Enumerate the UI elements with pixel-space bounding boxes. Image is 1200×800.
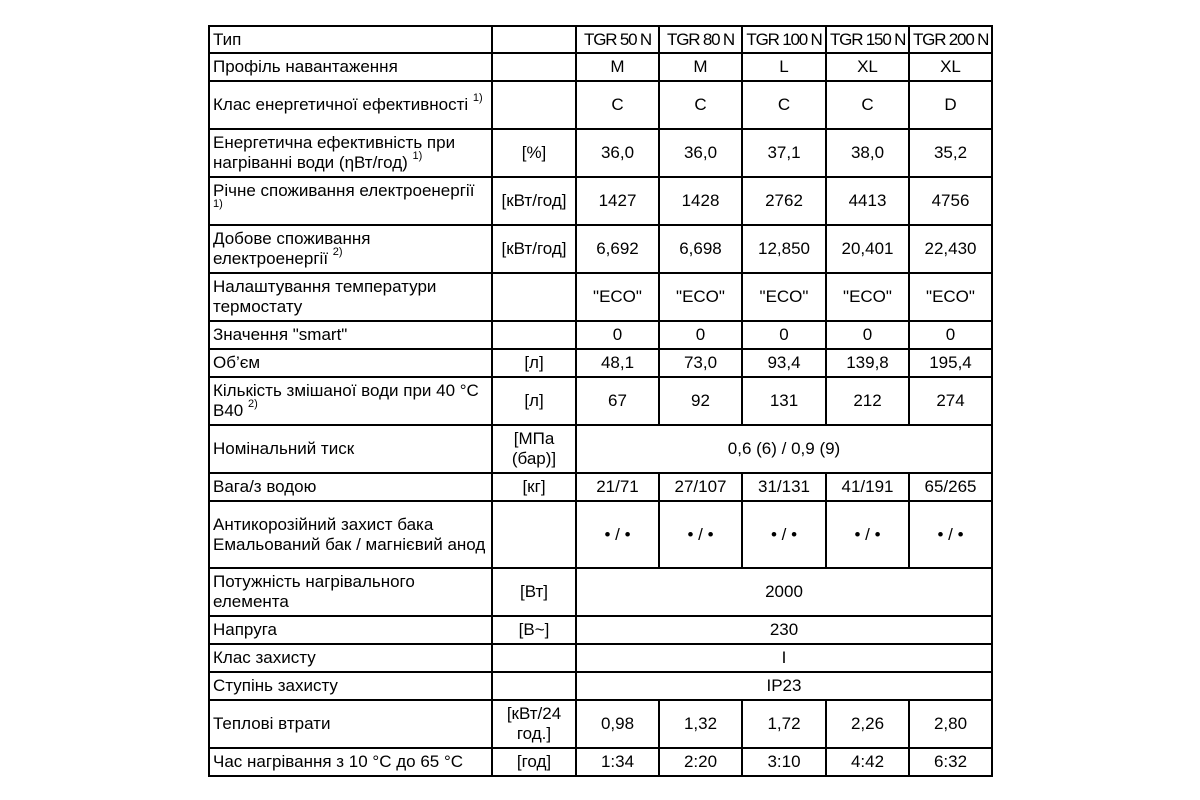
row-value: L xyxy=(742,53,826,81)
row-label xyxy=(209,349,492,377)
row-value: 0 xyxy=(826,321,909,349)
model-header: TGR 150 N xyxy=(826,26,909,53)
row-value: • / • xyxy=(909,501,992,568)
row-value: 2,80 xyxy=(909,700,992,748)
row-value: 73,0 xyxy=(659,349,742,377)
row-value: 21/71 xyxy=(576,473,659,501)
row-value: C xyxy=(742,81,826,129)
row-value: • / • xyxy=(742,501,826,568)
row-value: 38,0 xyxy=(826,129,909,177)
row-value: "ECO" xyxy=(909,273,992,321)
row-label-text: Антикорозійний захист бака Емальований бак / магнієвий анод xyxy=(213,514,486,554)
row-value: • / • xyxy=(826,501,909,568)
row-label xyxy=(209,672,492,700)
row-label xyxy=(209,377,492,425)
row-value: 1428 xyxy=(659,177,742,225)
model-header: TGR 200 N xyxy=(909,26,992,53)
table-row xyxy=(209,748,992,776)
row-value: 1,72 xyxy=(742,700,826,748)
row-label-text: Профіль навантаження xyxy=(213,57,398,76)
row-label-text: Добове споживання електроенергії xyxy=(213,229,371,268)
row-value-merged: 2000 xyxy=(576,568,992,616)
footnote-marker: 1) xyxy=(472,92,483,105)
row-value: 0 xyxy=(659,321,742,349)
row-value: • / • xyxy=(659,501,742,568)
table-row xyxy=(209,53,992,81)
row-value: 2762 xyxy=(742,177,826,225)
row-unit: [кВт/год] xyxy=(492,225,576,273)
row-label-text: Енергетична ефективність при нагріванні води (ηВт/год) xyxy=(213,133,456,172)
table-row xyxy=(209,501,992,568)
row-label xyxy=(209,273,492,321)
row-label xyxy=(209,225,492,273)
table-row xyxy=(209,225,992,273)
row-value: 35,2 xyxy=(909,129,992,177)
row-value: 37,1 xyxy=(742,129,826,177)
row-label-text: Ступінь захисту xyxy=(213,676,338,695)
row-label-text: Клас енергетичної ефективності xyxy=(213,95,469,114)
row-label xyxy=(209,748,492,776)
table-row xyxy=(209,425,992,473)
row-value: C xyxy=(826,81,909,129)
row-label-text: Значення "smart" xyxy=(213,325,348,344)
table-row xyxy=(209,644,992,672)
row-value: 41/191 xyxy=(826,473,909,501)
row-value: 212 xyxy=(826,377,909,425)
footnote-marker: 2) xyxy=(332,246,343,259)
row-value: "ECO" xyxy=(576,273,659,321)
spec-table xyxy=(208,25,993,777)
row-value: 1:34 xyxy=(576,748,659,776)
row-value: 93,4 xyxy=(742,349,826,377)
row-label-text: Потужність нагрівального елемента xyxy=(213,572,415,611)
row-value: M xyxy=(659,53,742,81)
row-value: 4:42 xyxy=(826,748,909,776)
row-label xyxy=(209,700,492,748)
table-row xyxy=(209,672,992,700)
row-label xyxy=(209,501,492,568)
row-unit xyxy=(492,644,576,672)
row-value: "ECO" xyxy=(826,273,909,321)
row-unit: [кВт/24 год.] xyxy=(492,700,576,748)
row-label xyxy=(209,425,492,473)
row-value: 0 xyxy=(909,321,992,349)
row-value: 0 xyxy=(576,321,659,349)
row-label xyxy=(209,568,492,616)
row-label-text: Напруга xyxy=(213,620,277,639)
row-value: 36,0 xyxy=(659,129,742,177)
row-value: 1427 xyxy=(576,177,659,225)
row-value: 92 xyxy=(659,377,742,425)
row-label-text: Вага/з водою xyxy=(213,477,317,496)
model-header: TGR 80 N xyxy=(659,26,742,53)
row-value: 48,1 xyxy=(576,349,659,377)
row-value: C xyxy=(659,81,742,129)
row-value: 12,850 xyxy=(742,225,826,273)
row-value: 20,401 xyxy=(826,225,909,273)
row-label xyxy=(209,321,492,349)
row-value-merged: 230 xyxy=(576,616,992,644)
row-value: 6,698 xyxy=(659,225,742,273)
row-value: D xyxy=(909,81,992,129)
row-value: C xyxy=(576,81,659,129)
row-value: "ECO" xyxy=(742,273,826,321)
row-value: 3:10 xyxy=(742,748,826,776)
table-row xyxy=(209,349,992,377)
row-value: 0,98 xyxy=(576,700,659,748)
type-header-label: Тип xyxy=(209,26,492,53)
row-label xyxy=(209,177,492,225)
row-unit: [л] xyxy=(492,349,576,377)
table-row xyxy=(209,129,992,177)
row-value: 6:32 xyxy=(909,748,992,776)
row-label-text: Час нагрівання з 10 °C до 65 °C xyxy=(213,752,464,771)
row-label xyxy=(209,81,492,129)
row-unit: [л] xyxy=(492,377,576,425)
row-value: 67 xyxy=(576,377,659,425)
row-value-merged: IP23 xyxy=(576,672,992,700)
model-header: TGR 100 N xyxy=(742,26,826,53)
header-row xyxy=(209,26,992,53)
row-unit: [МПа (бар)] xyxy=(492,425,576,473)
row-unit: [кг] xyxy=(492,473,576,501)
row-value-merged: I xyxy=(576,644,992,672)
row-unit: [Вт] xyxy=(492,568,576,616)
row-value: 195,4 xyxy=(909,349,992,377)
footnote-marker: 1) xyxy=(213,198,223,211)
row-label xyxy=(209,644,492,672)
footnote-marker: 2) xyxy=(247,398,258,411)
row-value: 2,26 xyxy=(826,700,909,748)
row-value: 0 xyxy=(742,321,826,349)
row-unit xyxy=(492,53,576,81)
unit-header-cell xyxy=(492,26,576,53)
row-unit: [кВт/год] xyxy=(492,177,576,225)
row-value: 131 xyxy=(742,377,826,425)
row-label-text: Об’єм xyxy=(213,353,261,372)
row-value: XL xyxy=(909,53,992,81)
row-label-text: Теплові втрати xyxy=(213,714,331,733)
row-value: 274 xyxy=(909,377,992,425)
row-label xyxy=(209,616,492,644)
table-row xyxy=(209,321,992,349)
table-row xyxy=(209,700,992,748)
row-value: 4413 xyxy=(826,177,909,225)
row-unit: [В~] xyxy=(492,616,576,644)
table-row xyxy=(209,177,992,225)
row-unit xyxy=(492,672,576,700)
row-value: 31/131 xyxy=(742,473,826,501)
footnote-marker: 1) xyxy=(412,150,423,163)
row-unit xyxy=(492,321,576,349)
row-unit xyxy=(492,81,576,129)
row-label-text: Річне споживання електроенергії xyxy=(213,181,475,200)
row-label-text: Налаштування температури термостату xyxy=(213,277,437,316)
table-row xyxy=(209,81,992,129)
table-row xyxy=(209,616,992,644)
row-value: 22,430 xyxy=(909,225,992,273)
table-row xyxy=(209,473,992,501)
row-label-text: Кількість змішаної води при 40 °C В40 xyxy=(213,381,479,420)
row-label-text: Клас захисту xyxy=(213,648,316,667)
row-value: • / • xyxy=(576,501,659,568)
row-value: 1,32 xyxy=(659,700,742,748)
row-value: XL xyxy=(826,53,909,81)
row-unit xyxy=(492,501,576,568)
row-label xyxy=(209,53,492,81)
row-value: 139,8 xyxy=(826,349,909,377)
row-label-text: Номінальний тиск xyxy=(213,439,355,458)
model-header: TGR 50 N xyxy=(576,26,659,53)
row-value: 36,0 xyxy=(576,129,659,177)
row-value: 6,692 xyxy=(576,225,659,273)
table-row xyxy=(209,273,992,321)
table-row xyxy=(209,377,992,425)
row-value-merged: 0,6 (6) / 0,9 (9) xyxy=(576,425,992,473)
row-value: 65/265 xyxy=(909,473,992,501)
row-unit xyxy=(492,273,576,321)
row-value: 4756 xyxy=(909,177,992,225)
row-value: M xyxy=(576,53,659,81)
row-unit: [%] xyxy=(492,129,576,177)
row-value: "ECO" xyxy=(659,273,742,321)
row-unit: [год] xyxy=(492,748,576,776)
row-label xyxy=(209,473,492,501)
row-value: 2:20 xyxy=(659,748,742,776)
row-label xyxy=(209,129,492,177)
row-value: 27/107 xyxy=(659,473,742,501)
spec-table-body xyxy=(209,26,992,776)
table-row xyxy=(209,568,992,616)
